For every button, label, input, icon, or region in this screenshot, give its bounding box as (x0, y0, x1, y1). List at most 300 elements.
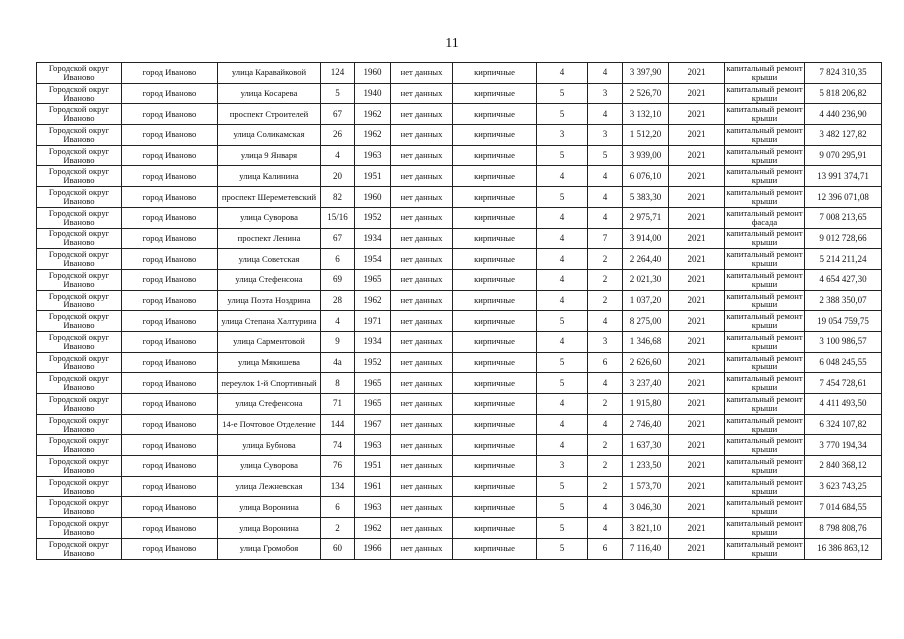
cell-year-renovated: нет данных (391, 414, 453, 435)
cell-street: улица Лежневская (218, 476, 321, 497)
cell-house-number: 60 (321, 538, 355, 559)
cell-area: 3 397,90 (623, 63, 669, 84)
cell-wall-material: кирпичные (453, 435, 537, 456)
cell-entrances: 2 (588, 394, 623, 415)
cell-work-type: капитальный ремонт крыши (726, 269, 803, 289)
cell-plan-year: 2021 (669, 166, 725, 187)
cell-house-number: 67 (321, 228, 355, 249)
table-row (37, 104, 882, 125)
cell-municipality: Городской округ Иваново (37, 331, 122, 352)
cell-year-renovated: нет данных (391, 83, 453, 104)
cell-cost: 3 623 743,25 (805, 476, 882, 497)
cell-street: проспект Шереметевский (218, 187, 321, 208)
cell-municipality: Городской округ Иваново (37, 497, 122, 518)
cell-year-renovated: нет данных (391, 373, 453, 394)
cell-year-renovated: нет данных (391, 538, 453, 559)
cell-area: 2 264,40 (623, 249, 669, 270)
cell-work-type: капитальный ремонт крыши (726, 187, 803, 206)
cell-cost: 12 396 071,08 (805, 187, 882, 208)
cell-work-type: капитальный ремонт крыши (726, 83, 803, 103)
cell-floors: 5 (537, 373, 588, 394)
cell-house-number: 67 (321, 104, 355, 125)
table-row (37, 456, 882, 477)
cell-settlement: город Иваново (122, 435, 218, 456)
cell-municipality: Городской округ Иваново (37, 166, 122, 187)
cell-plan-year: 2021 (669, 497, 725, 518)
cell-year-renovated: нет данных (391, 187, 453, 208)
cell-work-type: капитальный ремонт крыши (726, 414, 803, 434)
cell-entrances: 4 (588, 207, 623, 228)
cell-year-renovated: нет данных (391, 207, 453, 228)
cell-settlement: город Иваново (122, 538, 218, 559)
table-row (37, 207, 882, 228)
cell-municipality: Городской округ Иваново (37, 249, 122, 270)
cell-floors: 5 (537, 83, 588, 104)
cell-area: 2 526,70 (623, 83, 669, 104)
cell-area: 1 512,20 (623, 125, 669, 146)
cell-settlement: город Иваново (122, 476, 218, 497)
cell-plan-year: 2021 (669, 435, 725, 456)
cell-house-number: 26 (321, 125, 355, 146)
cell-street: улица 9 Января (218, 145, 321, 166)
cell-house-number: 4 (321, 145, 355, 166)
cell-cost: 5 818 206,82 (805, 83, 882, 104)
cell-plan-year: 2021 (669, 63, 725, 84)
cell-area: 8 275,00 (623, 311, 669, 332)
cell-wall-material: кирпичные (453, 63, 537, 84)
cell-wall-material: кирпичные (453, 187, 537, 208)
cell-floors: 5 (537, 104, 588, 125)
cell-house-number: 5 (321, 83, 355, 104)
cell-floors: 5 (537, 187, 588, 208)
cell-year-renovated: нет данных (391, 63, 453, 84)
cell-wall-material: кирпичные (453, 456, 537, 477)
cell-year-renovated: нет данных (391, 435, 453, 456)
cell-area: 3 914,00 (623, 228, 669, 249)
cell-entrances: 6 (588, 352, 623, 373)
cell-year-built: 1960 (355, 187, 391, 208)
cell-plan-year: 2021 (669, 104, 725, 125)
cell-house-number: 28 (321, 290, 355, 311)
cell-municipality: Городской округ Иваново (37, 187, 122, 208)
cell-year-built: 1971 (355, 311, 391, 332)
cell-year-built: 1965 (355, 373, 391, 394)
cell-settlement: город Иваново (122, 145, 218, 166)
cell-entrances: 4 (588, 414, 623, 435)
cell-entrances: 2 (588, 435, 623, 456)
cell-floors: 4 (537, 166, 588, 187)
table-row (37, 125, 882, 146)
cell-area: 1 346,68 (623, 331, 669, 352)
cell-street: улица Сарментовой (218, 331, 321, 352)
cell-year-renovated: нет данных (391, 352, 453, 373)
cell-cost: 6 048 245,55 (805, 352, 882, 373)
cell-year-renovated: нет данных (391, 456, 453, 477)
cell-settlement: город Иваново (122, 456, 218, 477)
cell-area: 2 746,40 (623, 414, 669, 435)
cell-cost: 7 824 310,35 (805, 63, 882, 84)
cell-municipality: Городской округ Иваново (37, 145, 122, 166)
cell-work-type: капитальный ремонт крыши (726, 62, 803, 82)
table-row (37, 476, 882, 497)
cell-settlement: город Иваново (122, 187, 218, 208)
cell-year-renovated: нет данных (391, 269, 453, 290)
cell-year-renovated: нет данных (391, 394, 453, 415)
cell-year-renovated: нет данных (391, 518, 453, 539)
cell-wall-material: кирпичные (453, 166, 537, 187)
cell-floors: 5 (537, 538, 588, 559)
table-row (37, 414, 882, 435)
cell-entrances: 2 (588, 290, 623, 311)
cell-year-renovated: нет данных (391, 249, 453, 270)
cell-wall-material: кирпичные (453, 497, 537, 518)
cell-settlement: город Иваново (122, 104, 218, 125)
table-row (37, 249, 882, 270)
cell-year-renovated: нет данных (391, 166, 453, 187)
table-row (37, 435, 882, 456)
cell-municipality: Городской округ Иваново (37, 228, 122, 249)
cell-settlement: город Иваново (122, 331, 218, 352)
table-row (37, 187, 882, 208)
cell-work-type: капитальный ремонт крыши (726, 125, 803, 144)
cell-plan-year: 2021 (669, 269, 725, 290)
cell-street: улица Воронина (218, 497, 321, 518)
cell-floors: 5 (537, 476, 588, 497)
cell-street: улица Соликамская (218, 125, 321, 146)
cell-wall-material: кирпичные (453, 394, 537, 415)
cell-entrances: 4 (588, 63, 623, 84)
table-row (37, 269, 882, 290)
cell-wall-material: кирпичные (453, 518, 537, 539)
cell-work-type: капитальный ремонт фасада (726, 207, 803, 227)
cell-municipality: Городской округ Иваново (37, 538, 122, 559)
cell-cost: 4 411 493,50 (805, 394, 882, 415)
cell-cost: 4 654 427,30 (805, 269, 882, 290)
cell-wall-material: кирпичные (453, 145, 537, 166)
cell-settlement: город Иваново (122, 125, 218, 146)
cell-floors: 5 (537, 311, 588, 332)
cell-cost: 2 388 350,07 (805, 290, 882, 311)
cell-wall-material: кирпичные (453, 290, 537, 311)
cell-year-renovated: нет данных (391, 125, 453, 146)
cell-cost: 4 440 236,90 (805, 104, 882, 125)
cell-plan-year: 2021 (669, 414, 725, 435)
cell-plan-year: 2021 (669, 207, 725, 228)
cell-street: улица Косарева (218, 83, 321, 104)
cell-settlement: город Иваново (122, 518, 218, 539)
cell-year-built: 1940 (355, 83, 391, 104)
cell-entrances: 6 (588, 538, 623, 559)
cell-municipality: Городской округ Иваново (37, 373, 122, 394)
cell-year-built: 1963 (355, 145, 391, 166)
cell-settlement: город Иваново (122, 63, 218, 84)
cell-year-built: 1965 (355, 394, 391, 415)
cell-street: проспект Строителей (218, 104, 321, 125)
cell-wall-material: кирпичные (453, 104, 537, 125)
cell-municipality: Городской округ Иваново (37, 394, 122, 415)
cell-plan-year: 2021 (669, 125, 725, 146)
cell-year-renovated: нет данных (391, 228, 453, 249)
cell-area: 2 975,71 (623, 207, 669, 228)
cell-year-built: 1967 (355, 414, 391, 435)
cell-street: улица Суворова (218, 456, 321, 477)
cell-wall-material: кирпичные (453, 538, 537, 559)
cell-year-built: 1963 (355, 435, 391, 456)
cell-floors: 4 (537, 63, 588, 84)
cell-municipality: Городской округ Иваново (37, 476, 122, 497)
cell-street: улица Воронина (218, 518, 321, 539)
cell-floors: 5 (537, 518, 588, 539)
table-body (37, 63, 882, 560)
cell-entrances: 3 (588, 125, 623, 146)
cell-year-renovated: нет данных (391, 476, 453, 497)
cell-settlement: город Иваново (122, 207, 218, 228)
cell-plan-year: 2021 (669, 311, 725, 332)
cell-year-built: 1951 (355, 166, 391, 187)
cell-entrances: 4 (588, 104, 623, 125)
cell-year-built: 1954 (355, 249, 391, 270)
table-row (37, 83, 882, 104)
cell-work-type: капитальный ремонт крыши (726, 393, 803, 413)
cell-entrances: 3 (588, 83, 623, 104)
table-row (37, 311, 882, 332)
cell-wall-material: кирпичные (453, 207, 537, 228)
cell-floors: 4 (537, 394, 588, 415)
cell-street: улица Степана Халтурина (218, 311, 321, 332)
cell-municipality: Городской округ Иваново (37, 518, 122, 539)
table-row (37, 538, 882, 559)
cell-house-number: 134 (321, 476, 355, 497)
cell-municipality: Городской округ Иваново (37, 269, 122, 290)
cell-house-number: 69 (321, 269, 355, 290)
cell-municipality: Городской округ Иваново (37, 311, 122, 332)
cell-year-renovated: нет данных (391, 145, 453, 166)
cell-municipality: Городской округ Иваново (37, 290, 122, 311)
cell-settlement: город Иваново (122, 414, 218, 435)
cell-area: 2 626,60 (623, 352, 669, 373)
cell-street: улица Каравайковой (218, 63, 321, 84)
cell-entrances: 4 (588, 311, 623, 332)
cell-plan-year: 2021 (669, 249, 725, 270)
cell-municipality: Городской округ Иваново (37, 435, 122, 456)
cell-plan-year: 2021 (669, 331, 725, 352)
cell-area: 2 021,30 (623, 269, 669, 290)
cell-area: 3 939,00 (623, 145, 669, 166)
cell-entrances: 4 (588, 187, 623, 208)
cell-work-type: капитальный ремонт крыши (726, 497, 803, 517)
cell-street: улица Советская (218, 249, 321, 270)
table-row (37, 352, 882, 373)
cell-plan-year: 2021 (669, 518, 725, 539)
cell-plan-year: 2021 (669, 352, 725, 373)
cell-area: 7 116,40 (623, 538, 669, 559)
cell-cost: 2 840 368,12 (805, 456, 882, 477)
cell-street: проспект Ленина (218, 228, 321, 249)
cell-street: улица Мякишева (218, 352, 321, 373)
cell-wall-material: кирпичные (453, 249, 537, 270)
cell-area: 3 132,10 (623, 104, 669, 125)
cell-plan-year: 2021 (669, 83, 725, 104)
cell-floors: 4 (537, 414, 588, 435)
cell-cost: 9 070 295,91 (805, 145, 882, 166)
cell-cost: 7 014 684,55 (805, 497, 882, 518)
cell-year-built: 1934 (355, 331, 391, 352)
cell-floors: 4 (537, 435, 588, 456)
cell-settlement: город Иваново (122, 394, 218, 415)
cell-cost: 3 100 986,57 (805, 331, 882, 352)
cell-area: 6 076,10 (623, 166, 669, 187)
cell-year-built: 1960 (355, 63, 391, 84)
cell-street: улица Поэта Ноздрина (218, 290, 321, 311)
cell-house-number: 20 (321, 166, 355, 187)
cell-year-built: 1961 (355, 476, 391, 497)
cell-plan-year: 2021 (669, 456, 725, 477)
cell-settlement: город Иваново (122, 269, 218, 290)
cell-street: улица Стефенсона (218, 269, 321, 290)
cell-floors: 4 (537, 228, 588, 249)
cell-work-type: капитальный ремонт крыши (726, 228, 803, 248)
cell-year-built: 1962 (355, 518, 391, 539)
cell-municipality: Городской округ Иваново (37, 207, 122, 228)
cell-area: 1 915,80 (623, 394, 669, 415)
cell-wall-material: кирпичные (453, 125, 537, 146)
cell-entrances: 4 (588, 373, 623, 394)
cell-year-built: 1934 (355, 228, 391, 249)
cell-floors: 3 (537, 456, 588, 477)
cell-wall-material: кирпичные (453, 83, 537, 104)
cell-year-renovated: нет данных (391, 290, 453, 311)
cell-settlement: город Иваново (122, 497, 218, 518)
cell-street: улица Бубнова (218, 435, 321, 456)
cell-plan-year: 2021 (669, 187, 725, 208)
cell-work-type: капитальный ремонт крыши (726, 145, 803, 165)
table-row (37, 290, 882, 311)
cell-entrances: 2 (588, 456, 623, 477)
cell-work-type: капитальный ремонт крыши (726, 290, 803, 310)
cell-house-number: 6 (321, 497, 355, 518)
table-row (37, 331, 882, 352)
cell-work-type: капитальный ремонт крыши (726, 518, 803, 537)
cell-year-built: 1962 (355, 104, 391, 125)
cell-year-renovated: нет данных (391, 311, 453, 332)
cell-year-built: 1952 (355, 352, 391, 373)
cell-floors: 5 (537, 497, 588, 518)
cell-cost: 13 991 374,71 (805, 166, 882, 187)
cell-area: 3 046,30 (623, 497, 669, 518)
cell-entrances: 2 (588, 269, 623, 290)
cell-entrances: 5 (588, 145, 623, 166)
cell-entrances: 3 (588, 331, 623, 352)
table-row (37, 228, 882, 249)
cell-settlement: город Иваново (122, 311, 218, 332)
cell-municipality: Городской округ Иваново (37, 83, 122, 104)
cell-settlement: город Иваново (122, 83, 218, 104)
cell-area: 1 637,30 (623, 435, 669, 456)
cell-floors: 3 (537, 125, 588, 146)
cell-entrances: 2 (588, 476, 623, 497)
cell-wall-material: кирпичные (453, 311, 537, 332)
cell-settlement: город Иваново (122, 352, 218, 373)
cell-area: 3 237,40 (623, 373, 669, 394)
cell-house-number: 71 (321, 394, 355, 415)
cell-floors: 4 (537, 290, 588, 311)
cell-house-number: 144 (321, 414, 355, 435)
page-number: 11 (445, 36, 459, 51)
cell-municipality: Городской округ Иваново (37, 104, 122, 125)
cell-year-built: 1965 (355, 269, 391, 290)
cell-area: 1 037,20 (623, 290, 669, 311)
cell-house-number: 124 (321, 63, 355, 84)
cell-house-number: 4а (321, 352, 355, 373)
cell-work-type: капитальный ремонт крыши (726, 373, 803, 393)
cell-settlement: город Иваново (122, 373, 218, 394)
cell-settlement: город Иваново (122, 166, 218, 187)
cell-work-type: капитальный ремонт крыши (726, 166, 803, 186)
cell-wall-material: кирпичные (453, 331, 537, 352)
cell-entrances: 4 (588, 518, 623, 539)
cell-cost: 6 324 107,82 (805, 414, 882, 435)
cell-floors: 4 (537, 331, 588, 352)
cell-work-type: капитальный ремонт крыши (726, 435, 803, 455)
cell-settlement: город Иваново (122, 228, 218, 249)
cell-work-type: капитальный ремонт крыши (726, 476, 803, 496)
cell-entrances: 7 (588, 228, 623, 249)
cell-street: улица Стефенсона (218, 394, 321, 415)
cell-plan-year: 2021 (669, 145, 725, 166)
cell-street: переулок 1-й Спортивный (218, 373, 321, 394)
cell-municipality: Городской округ Иваново (37, 352, 122, 373)
cell-year-built: 1963 (355, 497, 391, 518)
cell-municipality: Городской округ Иваново (37, 414, 122, 435)
cell-plan-year: 2021 (669, 290, 725, 311)
cell-year-built: 1962 (355, 290, 391, 311)
cell-plan-year: 2021 (669, 228, 725, 249)
cell-house-number: 76 (321, 456, 355, 477)
cell-floors: 5 (537, 352, 588, 373)
cell-area: 3 821,10 (623, 518, 669, 539)
cell-plan-year: 2021 (669, 538, 725, 559)
cell-wall-material: кирпичные (453, 414, 537, 435)
cell-work-type: капитальный ремонт крыши (726, 104, 803, 124)
cell-wall-material: кирпичные (453, 352, 537, 373)
cell-work-type: капитальный ремонт крыши (726, 249, 803, 269)
cell-year-renovated: нет данных (391, 497, 453, 518)
cell-street: 14-е Почтовое Отделение (218, 414, 321, 435)
cell-municipality: Городской округ Иваново (37, 63, 122, 84)
cell-house-number: 74 (321, 435, 355, 456)
table-row (37, 63, 882, 84)
cell-work-type: капитальный ремонт крыши (726, 456, 803, 475)
cell-house-number: 8 (321, 373, 355, 394)
cell-street: улица Громобоя (218, 538, 321, 559)
cell-floors: 4 (537, 207, 588, 228)
cell-cost: 7 454 728,61 (805, 373, 882, 394)
cell-cost: 9 012 728,66 (805, 228, 882, 249)
cell-house-number: 2 (321, 518, 355, 539)
table-row (37, 145, 882, 166)
cell-year-built: 1952 (355, 207, 391, 228)
cell-entrances: 4 (588, 166, 623, 187)
cell-area: 1 233,50 (623, 456, 669, 477)
cell-floors: 5 (537, 145, 588, 166)
cell-plan-year: 2021 (669, 373, 725, 394)
cell-floors: 4 (537, 269, 588, 290)
cell-work-type: капитальный ремонт крыши (726, 311, 803, 331)
cell-year-renovated: нет данных (391, 331, 453, 352)
cell-year-built: 1966 (355, 538, 391, 559)
cell-settlement: город Иваново (122, 249, 218, 270)
cell-wall-material: кирпичные (453, 373, 537, 394)
